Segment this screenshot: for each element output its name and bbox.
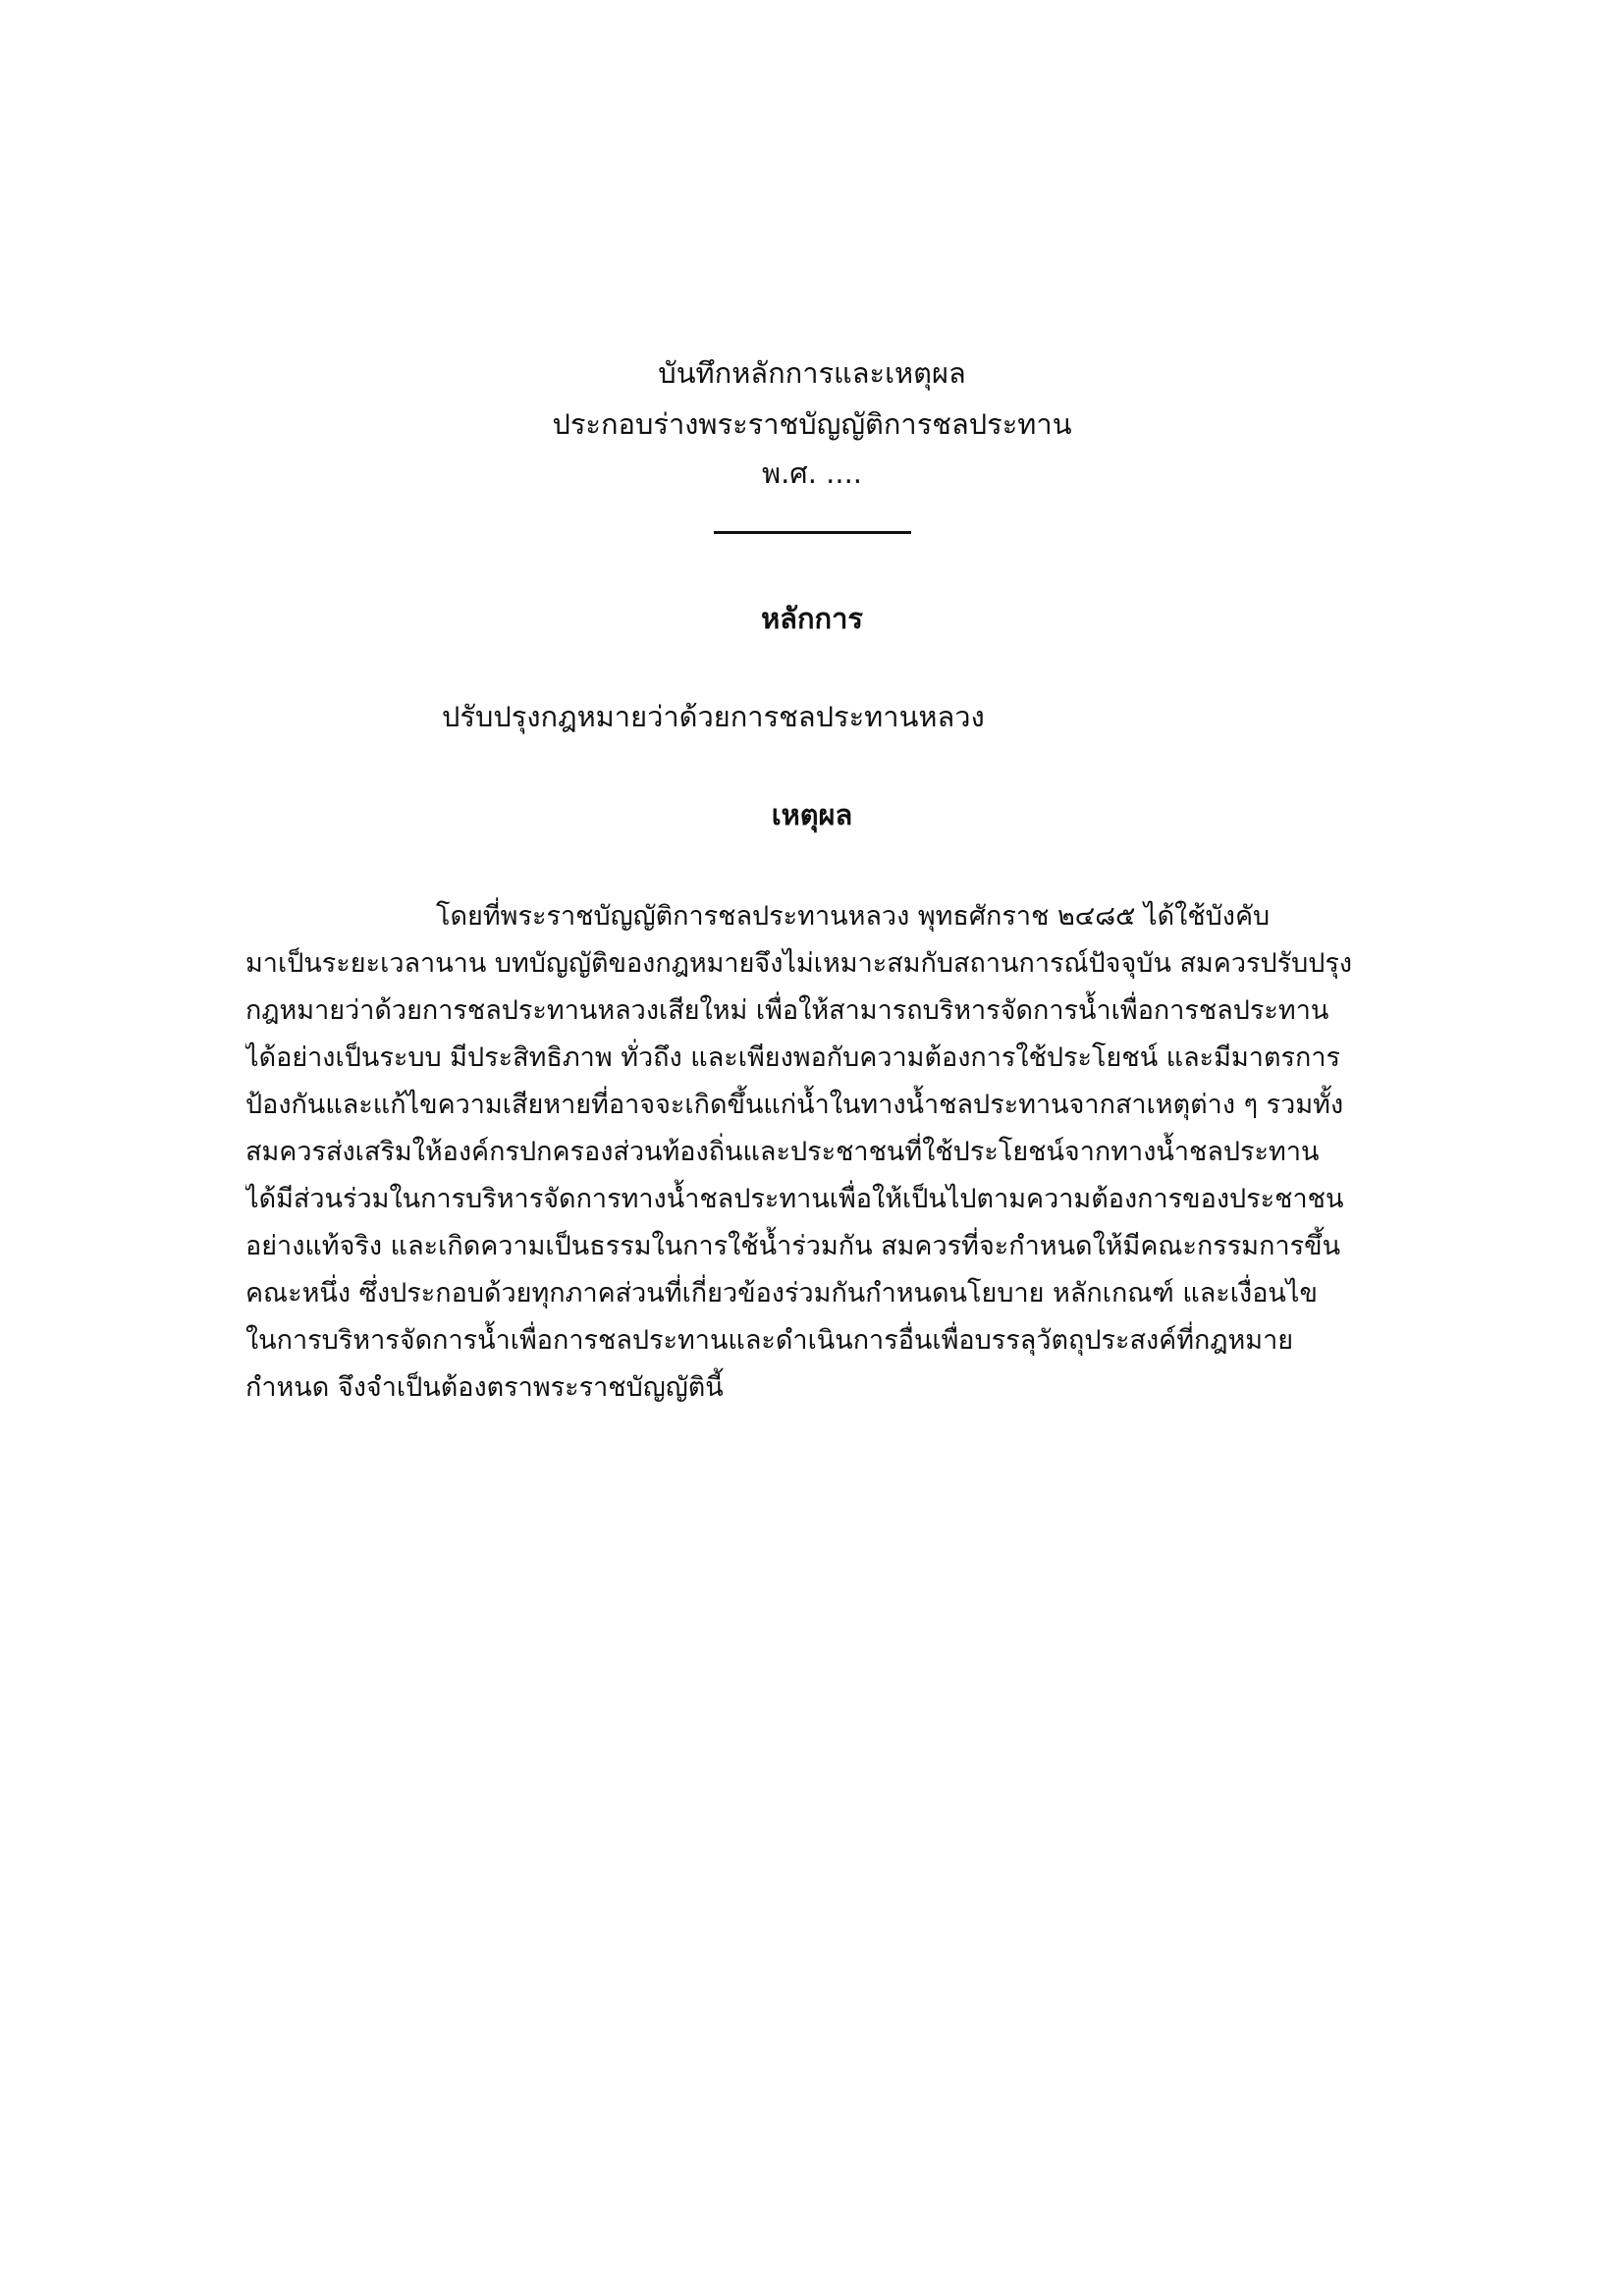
document-year: พ.ศ. .... — [761, 456, 863, 490]
document-subtitle: ประกอบร่างพระราชบัญญัติการชลประทาน — [552, 407, 1072, 441]
document-title: บันทึกหลักการและเหตุผล — [658, 356, 966, 390]
reason-line: กำหนด จึงจำเป็นต้องตราพระราชบัญญัตินี้ — [245, 1372, 724, 1403]
reason-line: โดยที่พระราชบัญญัติการชลประทานหลวง พุทธศักราช ๒๔๘๕ ได้ใช้บังคับ — [436, 901, 1271, 932]
reason-line: ได้มีส่วนร่วมในการบริหารจัดการทางน้ำชลประทานเพื่อให้เป็นไปตามความต้องการของประชาชน — [245, 1184, 1344, 1214]
reason-line: คณะหนึ่ง ซึ่งประกอบด้วยทุกภาคส่วนที่เกี่ยวข้องร่วมกันกำหนดนโยบาย หลักเกณฑ์ และเงื่อนไข — [245, 1278, 1318, 1308]
reason-line: อย่างแท้จริง และเกิดความเป็นธรรมในการใช้น้ำร่วมกัน สมควรที่จะกำหนดให้มีคณะกรรมการขึ้น — [245, 1231, 1341, 1261]
reason-heading: เหตุผล — [771, 798, 853, 831]
reason-line: ได้อย่างเป็นระบบ มีประสิทธิภาพ ทั่วถึง และเพียงพอกับความต้องการใช้ประโยชน์ และมีมาตรการ — [245, 1042, 1340, 1073]
reason-line: มาเป็นระยะเวลานาน บทบัญญัติของกฎหมายจึงไม่เหมาะสมกับสถานการณ์ปัจจุบัน สมควรปรับปรุง — [245, 948, 1353, 979]
reason-paragraph — [245, 893, 1384, 1412]
principle-text: ปรับปรุงกฎหมายว่าด้วยการชลประทานหลวง — [442, 700, 985, 733]
reason-line: กฎหมายว่าด้วยการชลประทานหลวงเสียใหม่ เพื่อให้สามารถบริหารจัดการน้ำเพื่อการชลประทาน — [245, 995, 1329, 1026]
principle-heading: หลักการ — [761, 602, 863, 635]
reason-line: สมควรส่งเสริมให้องค์กรปกครองส่วนท้องถิ่นและประชาชนที่ใช้ประโยชน์จากทางน้ำชลประทาน — [245, 1137, 1320, 1167]
reason-line: ป้องกันและแก้ไขความเสียหายที่อาจจะเกิดขึ้นแก่น้ำในทางน้ำชลประทานจากสาเหตุต่าง ๆ รวมทั้ง — [245, 1090, 1344, 1120]
title-divider — [714, 531, 911, 534]
reason-line: ในการบริหารจัดการน้ำเพื่อการชลประทานและดำเนินการอื่นเพื่อบรรลุวัตถุประสงค์ที่กฎหมาย — [245, 1325, 1294, 1356]
